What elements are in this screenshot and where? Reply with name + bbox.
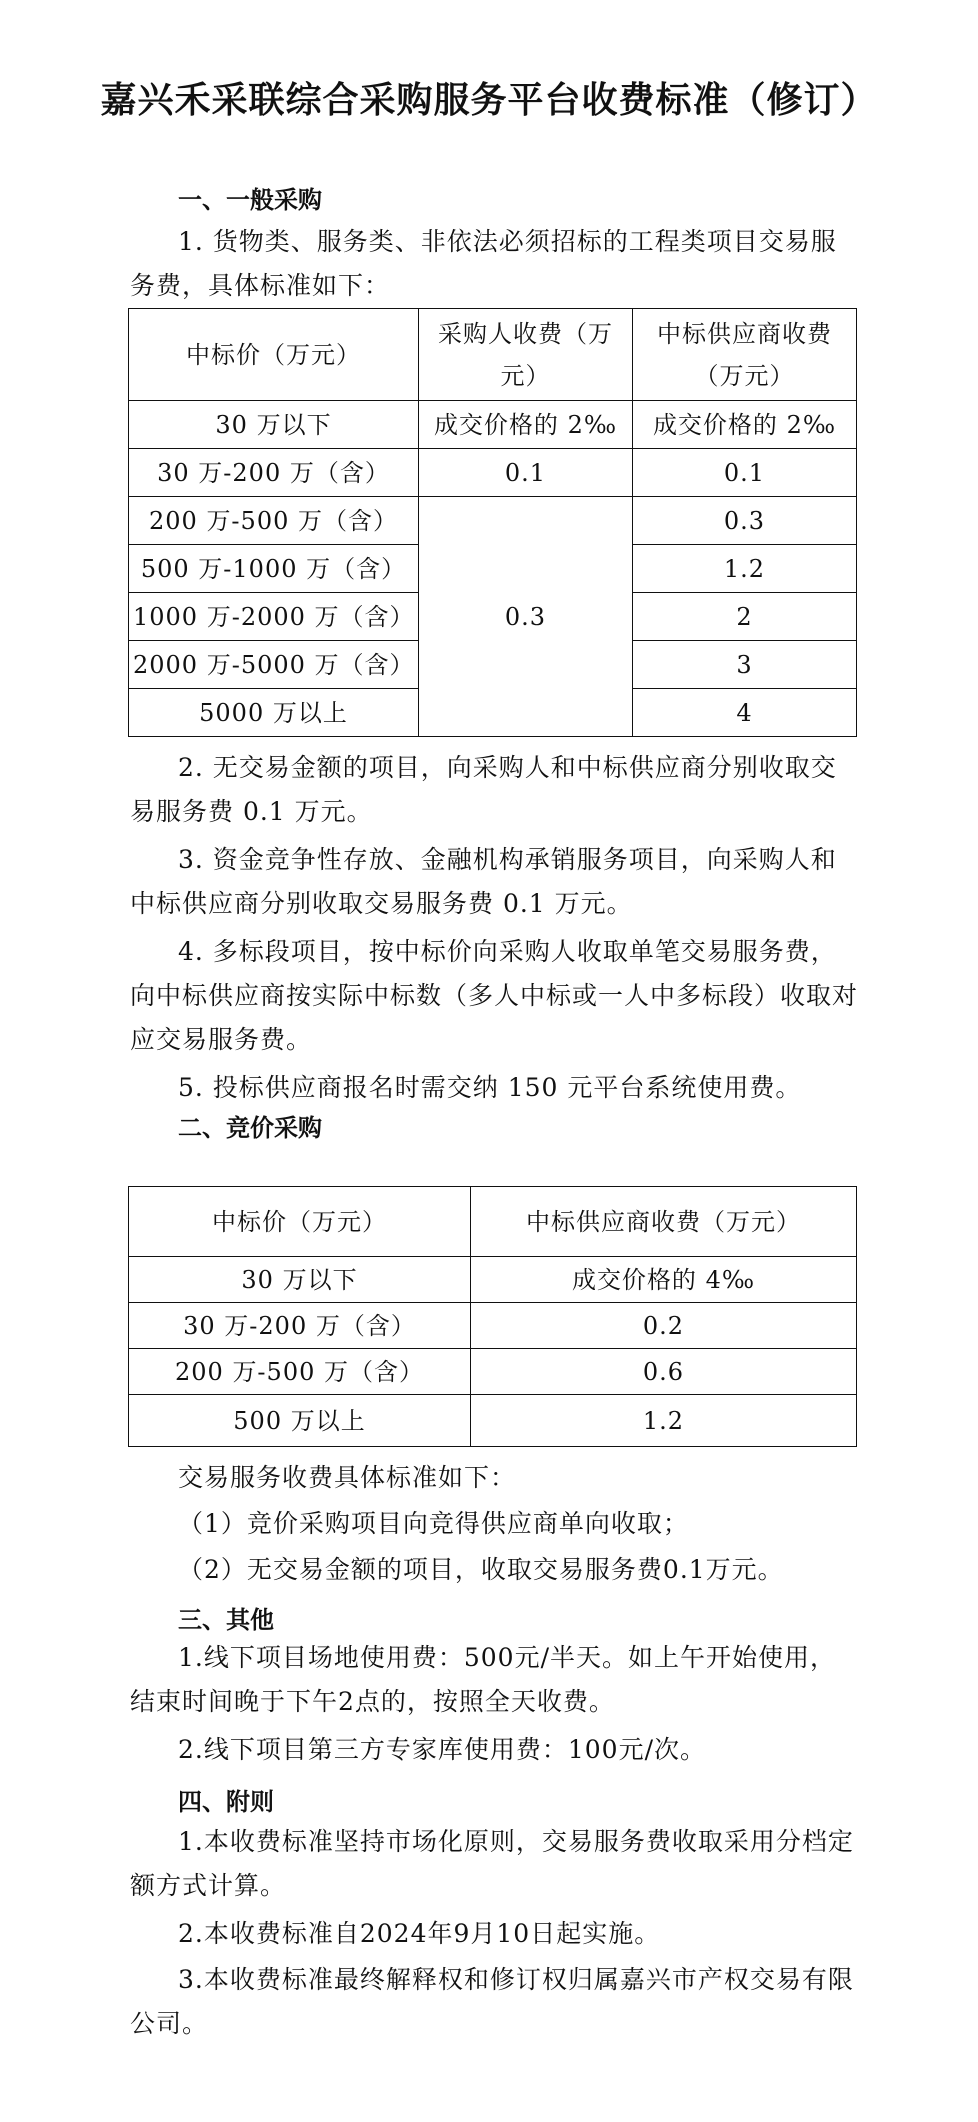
- price-cell: 200 万-500 万（含）: [129, 1349, 471, 1395]
- supplier-fee-cell: 成交价格的 4‰: [471, 1257, 857, 1303]
- header-cell: 中标供应商收费（万元）: [633, 309, 857, 401]
- paragraph: （1）竞价采购项目向竞得供应商单向收取；: [178, 1509, 689, 1538]
- section-heading-general: 一、一般采购: [178, 186, 322, 214]
- supplier-fee-cell: 1.2: [471, 1395, 857, 1447]
- paragraph: 2. 无交易金额的项目，向采购人和中标供应商分别收取交易服务费 0.1 万元。: [130, 753, 837, 826]
- section-heading-bidding: 二、竞价采购: [178, 1114, 322, 1142]
- supplier-fee-cell: 0.3: [633, 497, 857, 545]
- supplier-fee-cell: 4: [633, 689, 857, 737]
- paragraph: 4. 多标段项目，按中标价向采购人收取单笔交易服务费，向中标供应商按实际中标数（多人中标或一人中多标段）收取对应交易服务费。: [130, 937, 859, 1054]
- price-cell: 30 万以下: [129, 1257, 471, 1303]
- paragraph: 2.本收费标准自2024年9月10日起实施。: [178, 1919, 661, 1948]
- price-cell: 30 万以下: [129, 401, 419, 449]
- paragraph: 5. 投标供应商报名时需交纳 150 元平台系统使用费。: [178, 1073, 802, 1102]
- buyer-fee-cell: 成交价格的 2‰: [419, 401, 633, 449]
- table-row: [129, 1349, 857, 1395]
- supplier-fee-cell: 2: [633, 593, 857, 641]
- price-cell: 1000 万-2000 万（含）: [129, 593, 419, 641]
- paragraph: 1. 货物类、服务类、非依法必须招标的工程类项目交易服务费，具体标准如下：: [130, 227, 837, 300]
- section-heading-other: 三、其他: [178, 1606, 274, 1634]
- supplier-fee-cell: 0.2: [471, 1303, 857, 1349]
- price-cell: 200 万-500 万（含）: [129, 497, 419, 545]
- paragraph: 3.本收费标准最终解释权和修订权归属嘉兴市产权交易有限公司。: [130, 1965, 854, 2038]
- paragraph: （2）无交易金额的项目，收取交易服务费0.1万元。: [178, 1555, 784, 1584]
- paragraph: 交易服务收费具体标准如下：: [178, 1463, 517, 1492]
- buyer-fee-merged-cell: 0.3: [419, 497, 633, 737]
- table-row: [129, 449, 857, 497]
- page-title: 嘉兴禾采联综合采购服务平台收费标准（修订）: [100, 80, 878, 121]
- paragraph: 2.线下项目第三方专家库使用费：100元/次。: [178, 1735, 706, 1764]
- table-row: [129, 401, 857, 449]
- table-row: [129, 1257, 857, 1303]
- header-cell: 中标价（万元）: [129, 1187, 471, 1257]
- table-row: [129, 1395, 857, 1447]
- table-header-row: [129, 1187, 857, 1257]
- price-cell: 2000 万-5000 万（含）: [129, 641, 419, 689]
- header-cell: 中标供应商收费（万元）: [471, 1187, 857, 1257]
- price-cell: 500 万以上: [129, 1395, 471, 1447]
- price-cell: 500 万-1000 万（含）: [129, 545, 419, 593]
- paragraph: 3. 资金竞争性存放、金融机构承销服务项目，向采购人和中标供应商分别收取交易服务费 0.1 万元。: [130, 845, 837, 918]
- header-cell: 中标价（万元）: [129, 309, 419, 401]
- price-cell: 30 万-200 万（含）: [129, 1303, 471, 1349]
- table-header-row: [129, 309, 857, 401]
- table-row: [129, 1303, 857, 1349]
- price-cell: 5000 万以上: [129, 689, 419, 737]
- price-cell: 30 万-200 万（含）: [129, 449, 419, 497]
- general-fee-table: [128, 308, 857, 737]
- paragraph: 1.线下项目场地使用费：500元/半天。如上午开始使用，结束时间晚于下午2点的，按照全天收费。: [130, 1643, 836, 1716]
- bidding-fee-table: [128, 1186, 857, 1447]
- buyer-fee-cell: 0.1: [419, 449, 633, 497]
- supplier-fee-cell: 3: [633, 641, 857, 689]
- supplier-fee-cell: 0.1: [633, 449, 857, 497]
- paragraph: 1.本收费标准坚持市场化原则，交易服务费收取采用分档定额方式计算。: [130, 1827, 854, 1900]
- supplier-fee-cell: 0.6: [471, 1349, 857, 1395]
- header-cell: 采购人收费（万元）: [419, 309, 633, 401]
- section-heading-appendix: 四、附则: [178, 1788, 274, 1816]
- table-row: [129, 497, 857, 545]
- supplier-fee-cell: 成交价格的 2‰: [633, 401, 857, 449]
- supplier-fee-cell: 1.2: [633, 545, 857, 593]
